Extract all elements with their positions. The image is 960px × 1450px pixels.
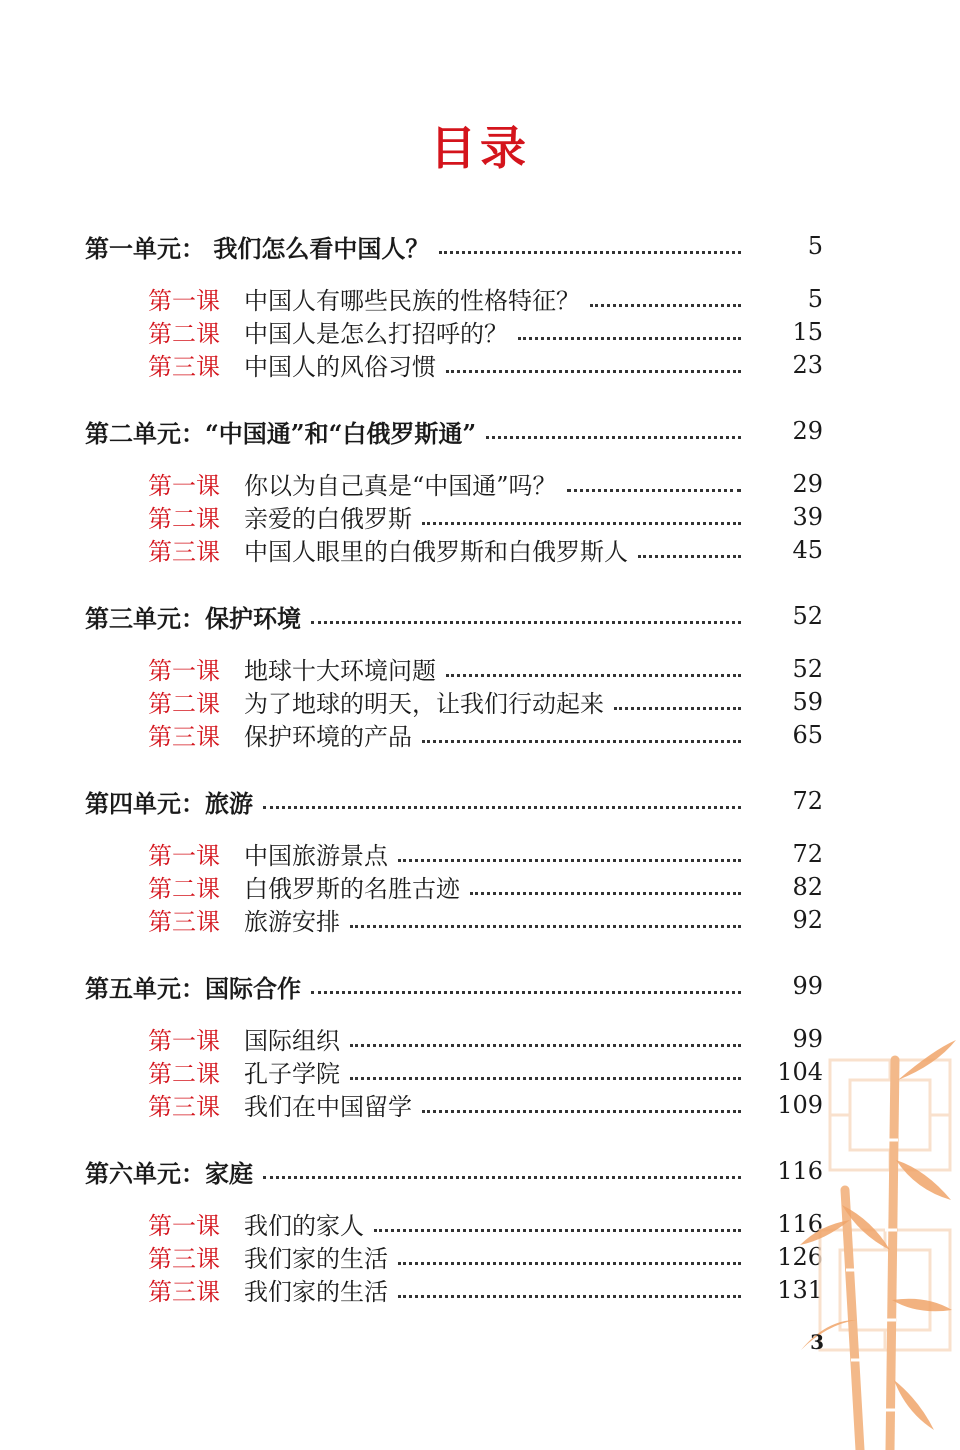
unit-title: 第五单元：国际合作 [85,973,301,1003]
toc-unit[interactable] [85,968,823,1004]
lesson-title: 我们家的生活 [244,1278,388,1306]
dot-leader [398,1261,741,1265]
lesson-title: 旅游安排 [244,908,340,936]
unit-title: 第六单元：家庭 [85,1158,253,1188]
lesson-title: 中国人有哪些民族的性格特征？ [244,287,580,315]
toc-lesson[interactable] [148,1022,823,1055]
lesson-title: 亲爱的白俄罗斯 [244,505,412,533]
toc-lesson[interactable] [148,718,823,751]
lesson-page: 39 [792,502,823,531]
toc-lesson[interactable] [148,500,823,533]
dot-leader [350,924,741,928]
lesson-title: 我们家的生活 [244,1245,388,1273]
unit-page: 116 [777,1157,823,1185]
lesson-number: 第二课 [148,875,220,903]
dot-leader [422,521,741,525]
lesson-page: 23 [792,350,823,379]
unit-title: 第四单元：旅游 [85,788,253,818]
unit-title: 第三单元：保护环境 [85,603,301,633]
dot-leader [590,303,741,307]
lesson-number: 第一课 [148,657,220,685]
dot-leader [398,1294,741,1298]
lesson-page: 15 [792,317,823,346]
lesson-number: 第三课 [148,353,220,381]
lesson-number: 第三课 [148,908,220,936]
lesson-page: 109 [777,1090,823,1119]
dot-leader [350,1043,741,1047]
toc-lesson[interactable] [148,1088,823,1121]
lesson-page: 45 [792,535,823,564]
toc-lesson[interactable] [148,1207,823,1240]
dot-leader [446,369,741,373]
lesson-title: 我们在中国留学 [244,1093,412,1121]
bamboo-decoration-icon [790,1020,960,1450]
lesson-page: 99 [792,1024,823,1053]
lesson-title: 中国人是怎么打招呼的？ [244,320,508,348]
lesson-title: 中国人眼里的白俄罗斯和白俄罗斯人 [244,538,628,566]
unit-page: 5 [807,232,823,260]
lesson-number: 第三课 [148,1245,220,1273]
lesson-number: 第二课 [148,1060,220,1088]
lesson-title: 保护环境的产品 [244,723,412,751]
unit-page: 99 [792,972,823,1000]
toc-lesson[interactable] [148,1273,823,1306]
lesson-page: 126 [777,1242,823,1271]
page-number: 3 [810,1330,824,1354]
dot-leader [614,706,741,710]
lesson-title: 白俄罗斯的名胜古迹 [244,875,460,903]
dot-leader [398,858,741,862]
toc-lesson[interactable] [148,1240,823,1273]
lesson-page: 5 [807,284,823,313]
dot-leader [311,990,741,994]
lesson-title: 地球十大环境问题 [244,657,436,685]
unit-title: 第一单元： 我们怎么看中国人？ [85,233,430,263]
lesson-title: 中国旅游景点 [244,842,388,870]
toc-lesson[interactable] [148,685,823,718]
toc-unit[interactable] [85,228,823,264]
toc-lesson[interactable] [148,870,823,903]
lesson-number: 第三课 [148,1278,220,1306]
unit-page: 52 [792,602,823,630]
dot-leader [263,1175,741,1179]
dot-leader [422,739,741,743]
lesson-page: 92 [792,905,823,934]
dot-leader [422,1109,741,1113]
dot-leader [350,1076,741,1080]
unit-page: 72 [792,787,823,815]
dot-leader [518,336,741,340]
toc-lesson[interactable] [148,652,823,685]
toc-unit[interactable] [85,783,823,819]
lesson-number: 第一课 [148,287,220,315]
dot-leader [263,805,741,809]
lesson-title: 为了地球的明天，让我们行动起来 [244,690,604,718]
lesson-title: 孔子学院 [244,1060,340,1088]
lesson-page: 82 [792,872,823,901]
lesson-number: 第一课 [148,1027,220,1055]
toc-lesson[interactable] [148,903,823,936]
toc-unit[interactable] [85,413,823,449]
dot-leader [638,554,741,558]
dot-leader [374,1228,741,1232]
lesson-title: 我们的家人 [244,1212,364,1240]
lesson-title: 你以为自己真是“中国通”吗？ [244,472,557,500]
lesson-page: 104 [777,1057,823,1086]
dot-leader [470,891,741,895]
toc-lesson[interactable] [148,282,823,315]
toc-lesson[interactable] [148,348,823,381]
lesson-number: 第一课 [148,472,220,500]
toc-unit[interactable] [85,598,823,634]
lesson-number: 第二课 [148,320,220,348]
lesson-number: 第三课 [148,1093,220,1121]
lesson-number: 第三课 [148,723,220,751]
lesson-number: 第一课 [148,842,220,870]
lesson-number: 第三课 [148,538,220,566]
lesson-page: 131 [777,1275,823,1304]
dot-leader [311,620,741,624]
toc-unit[interactable] [85,1153,823,1189]
dot-leader [439,250,741,254]
toc-lesson[interactable] [148,467,823,500]
lesson-number: 第一课 [148,1212,220,1240]
dot-leader [567,488,741,492]
lesson-page: 52 [792,654,823,683]
lesson-number: 第二课 [148,690,220,718]
lesson-page: 72 [792,839,823,868]
toc-lesson[interactable] [148,1055,823,1088]
toc-lesson[interactable] [148,533,823,566]
lesson-page: 29 [792,469,823,498]
lesson-title: 国际组织 [244,1027,340,1055]
lesson-title: 中国人的风俗习惯 [244,353,436,381]
unit-page: 29 [792,417,823,445]
toc-lesson[interactable] [148,315,823,348]
page-title: 目录 [430,121,530,175]
lesson-number: 第二课 [148,505,220,533]
unit-title: 第二单元：“中国通”和“白俄罗斯通” [85,418,477,448]
dot-leader [446,673,741,677]
lesson-page: 65 [792,720,823,749]
lesson-page: 116 [777,1209,823,1238]
toc-lesson[interactable] [148,837,823,870]
lesson-page: 59 [792,687,823,716]
dot-leader [486,435,741,439]
